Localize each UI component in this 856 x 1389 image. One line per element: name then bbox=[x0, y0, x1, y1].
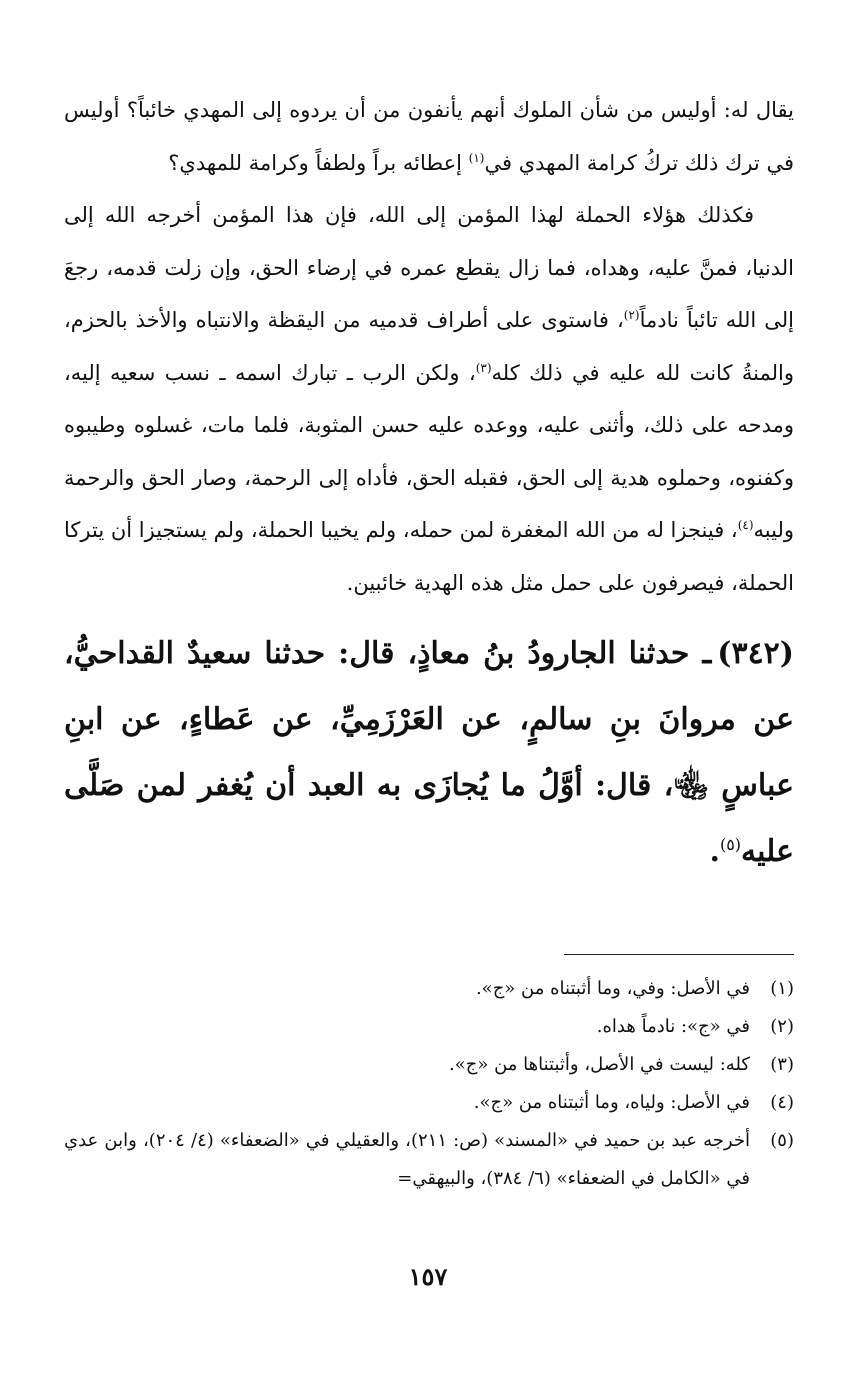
footnote-number: (٣) bbox=[770, 1054, 794, 1075]
footnote-item bbox=[64, 1008, 794, 1046]
footnotes-list bbox=[64, 970, 794, 1198]
footnote-item bbox=[64, 1046, 794, 1084]
main-text bbox=[64, 84, 794, 885]
paragraph-2-segment: ، فاستوى على أطراف قدميه من اليقظة والانتباه والأخذ بالحزم، والمنةُ كانت لله عليه في ذلك كله bbox=[64, 308, 794, 385]
hadith-text: ـ حدثنا الجارودُ بنُ معاذٍ، قال: حدثنا سعيدٌ القداحيُّ، عن مروانَ بنِ سالمٍ، عن العَرْزَمِيِّ، عن عَطاءٍ، عن ابنِ عباسٍ ﵄، قال: أوَّلُ ما يُجازَى به العبد أن يُغفر لمن صَلَّى عليه bbox=[64, 636, 794, 869]
paragraph-2-segment: فكذلك هؤلاء الحملة لهذا المؤمن إلى الله، فإن هذا المؤمن أخرجه الله إلى الدنيا، فمنَّ عليه، وهداه، فما زال يقطع عمره في إرضاء الحق، وإن زلت قدمه، رجعَ إلى الله تائباً نادماً bbox=[64, 203, 794, 332]
footnote-number: (٤) bbox=[770, 1092, 794, 1113]
footnote-text: في الأصل: وفي، وما أثبتناه من «ج». bbox=[475, 978, 750, 999]
hadith-number: (٣٤٢) bbox=[717, 636, 794, 671]
footnote-item bbox=[64, 1084, 794, 1122]
paragraph-1 bbox=[64, 84, 794, 189]
hadith-block bbox=[64, 621, 794, 885]
footnote-text: في «ج»: نادماً هداه. bbox=[596, 1016, 750, 1037]
paragraph-2-segment: ، فينجزا له من الله المغفرة لمن حمله، ولم يخيبا الحملة، ولم يستجيزا أن يتركا الحملة، فيصرفون على حمل مثل هذه الهدية خائبين. bbox=[64, 518, 794, 595]
footnote-ref-3[interactable]: (٣) bbox=[475, 360, 492, 375]
footnote-text: في الأصل: ولياه، وما أثبتناه من «ج». bbox=[473, 1092, 750, 1113]
footnote-divider bbox=[564, 954, 794, 955]
footnote-item bbox=[64, 970, 794, 1008]
footnote-number: (١) bbox=[770, 978, 794, 999]
footnote-number: (٥) bbox=[770, 1130, 794, 1151]
footnote-ref-1[interactable]: (١) bbox=[468, 150, 485, 165]
footnote-item bbox=[64, 1122, 794, 1198]
footnote-ref-2[interactable]: (٢) bbox=[623, 308, 640, 322]
footnote-ref-4[interactable]: (٤) bbox=[737, 518, 754, 532]
footnote-text: أخرجه عبد بن حميد في «المسند» (ص: ٢١١)، والعقيلي في «الضعفاء» (٤/ ٢٠٤)، وابن عدي في «الكامل في الضعفاء» (٦/ ٣٨٤)، والبيهقي= bbox=[64, 1130, 750, 1189]
paragraph-1-text-end: إعطائه براً ولطفاً وكرامة للمهدي؟ bbox=[168, 150, 469, 175]
hadith-end: . bbox=[709, 834, 720, 869]
footnote-number: (٢) bbox=[770, 1016, 794, 1037]
page-number: ١٥٧ bbox=[408, 1262, 448, 1291]
paragraph-1-text: يقال له: أوليس من شأن الملوك أنهم يأنفون من أن يردوه إلى المهدي خائباً؟ أوليس في ترك ذلك تركُ كرامة المهدي في bbox=[64, 98, 794, 175]
footnote-ref-5[interactable]: (٥) bbox=[719, 835, 742, 854]
footnote-text: كله: ليست في الأصل، وأثبتناها من «ج». bbox=[449, 1054, 750, 1075]
paragraph-2-segment: ، ولكن الرب ـ تبارك اسمه ـ نسب سعيه إليه، ومدحه على ذلك، وأثنى عليه، ووعده عليه حسن المثوبة، فلما مات، غسلوه وطيبوه وكفنوه، وحملوه هدية إلى الحق، فقبله الحق، فأداه إلى الرحمة، وصار الحق والرحمة وليبه bbox=[64, 360, 794, 542]
paragraph-2 bbox=[64, 189, 794, 609]
